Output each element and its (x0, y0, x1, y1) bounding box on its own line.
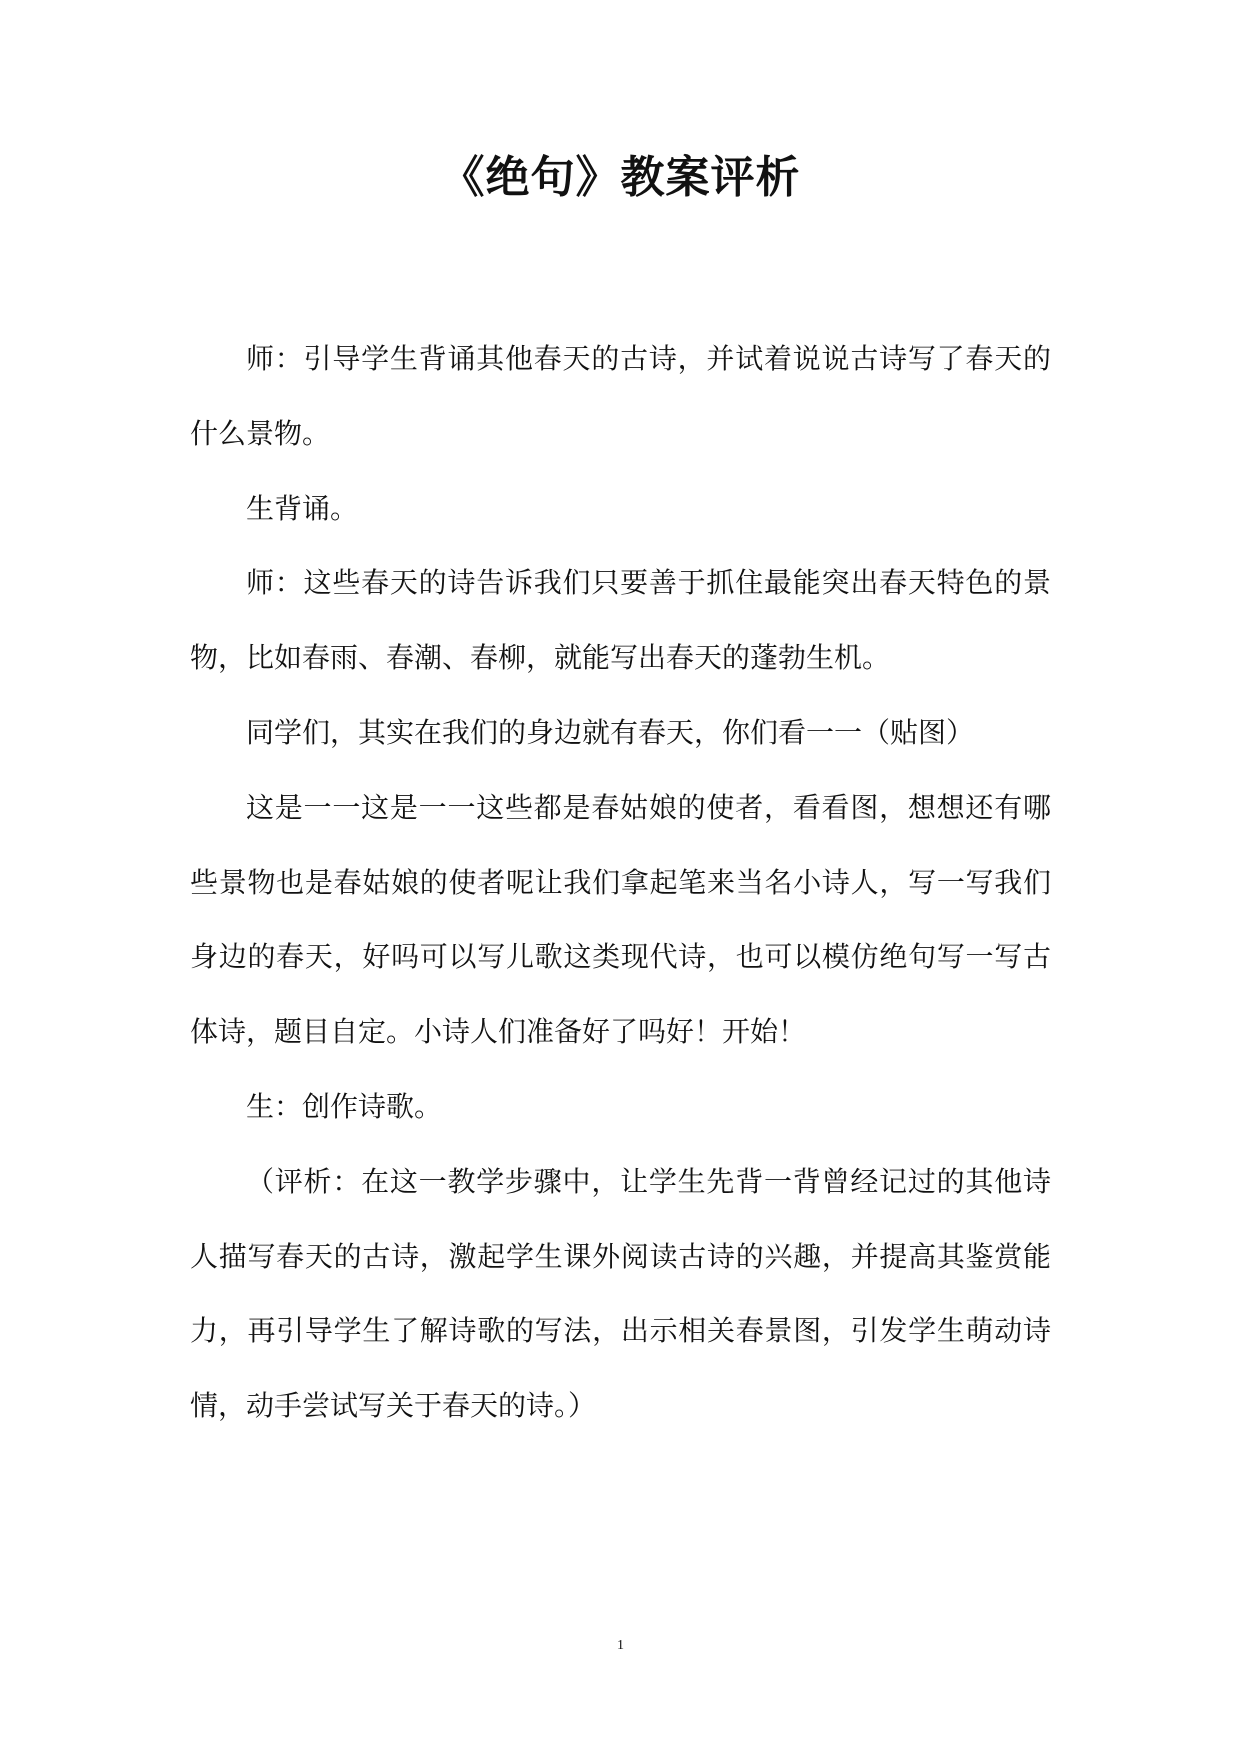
paragraph-teacher-guide: 师：引导学生背诵其他春天的古诗，并试着说说古诗写了春天的什么景物。 (190, 342, 1051, 450)
paragraph-analysis: （评析：在这一教学步骤中，让学生先背一背曾经记过的其他诗人描写春天的古诗，激起学生课外阅读古诗的兴趣，并提高其鉴赏能力，再引导学生了解诗歌的写法，出示相关春景图，引发学生萌动诗情，动手尝试写关于春天的诗。） (190, 1164, 1051, 1423)
document-title: 《绝句》教案评析 (440, 152, 801, 203)
paragraph-student-recite: 生背诵。 (246, 491, 359, 525)
document-body (190, 322, 1051, 1444)
page-number: 1 (617, 1638, 624, 1653)
paragraph-classmates: 同学们，其实在我们的身边就有春天，你们看一一（贴图） (246, 715, 975, 749)
paragraph-spring-messengers: 这是一一这是一一这些都是春姑娘的使者，看看图，想想还有哪些景物也是春姑娘的使者呢让我们拿起笔来当名小诗人，写一写我们身边的春天，好吗可以写儿歌这类现代诗，也可以模仿绝句写一写古体诗，题目自定。小诗人们准备好了吗好！开始！ (190, 790, 1051, 1049)
paragraph-teacher-summary: 师：这些春天的诗告诉我们只要善于抓住最能突出春天特色的景物，比如春雨、春潮、春柳，就能写出春天的蓬勃生机。 (190, 566, 1051, 675)
paragraph-student-create: 生：创作诗歌。 (246, 1089, 443, 1123)
